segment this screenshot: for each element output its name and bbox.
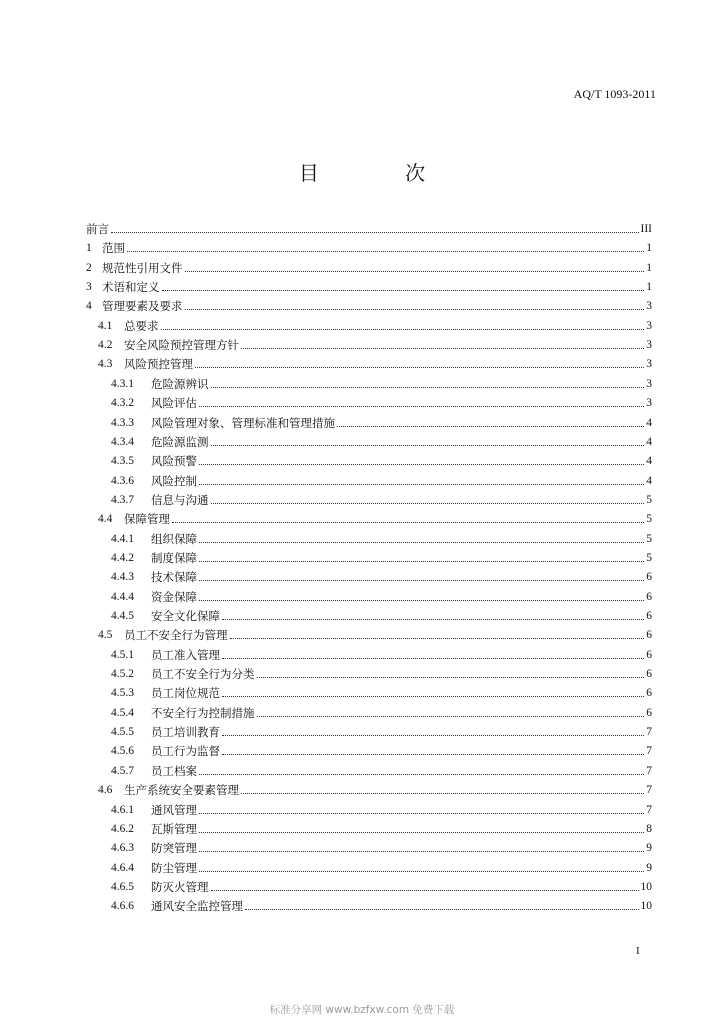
toc-entry[interactable] bbox=[86, 489, 652, 507]
toc-entry-page: 6 bbox=[646, 648, 652, 661]
toc-leader-dots bbox=[185, 308, 645, 310]
toc-entry-page: 3 bbox=[646, 319, 652, 332]
toc-entry-title: 组织保障 bbox=[151, 531, 197, 546]
toc-entry-page: 3 bbox=[646, 339, 652, 352]
page-title: 目 次 bbox=[298, 161, 466, 185]
toc-entry[interactable] bbox=[86, 334, 652, 352]
toc-leader-dots bbox=[222, 734, 644, 736]
toc-entry-page: 4 bbox=[646, 455, 652, 468]
toc-entry[interactable] bbox=[86, 373, 652, 391]
toc-entry-title: 瓦斯管理 bbox=[151, 821, 197, 836]
toc-entry-title: 防突管理 bbox=[151, 841, 197, 856]
toc-leader-dots bbox=[199, 579, 644, 581]
toc-leader-dots bbox=[337, 425, 644, 427]
toc-entry-number: 4.6.5 bbox=[111, 880, 134, 893]
toc-entry[interactable] bbox=[86, 353, 652, 371]
toc-leader-dots bbox=[211, 889, 639, 891]
toc-entry-number: 4.5.7 bbox=[111, 764, 134, 777]
toc-entry-number: 4.5.3 bbox=[111, 687, 134, 700]
toc-entry-page: 9 bbox=[646, 842, 652, 855]
toc-entry-number: 4.6 bbox=[98, 784, 113, 797]
toc-entry-title: 技术保障 bbox=[151, 570, 197, 585]
toc-entry[interactable] bbox=[86, 315, 652, 333]
toc-entry-title: 员工准入管理 bbox=[151, 647, 220, 662]
toc-entry-page: 7 bbox=[646, 784, 652, 797]
toc-entry-number: 4.4 bbox=[98, 513, 113, 526]
toc-entry[interactable] bbox=[86, 257, 652, 275]
toc-leader-dots bbox=[199, 541, 644, 543]
toc-entry-title: 通风管理 bbox=[151, 802, 197, 817]
toc-entry-title: 风险控制 bbox=[151, 473, 197, 488]
toc-entry-title: 防尘管理 bbox=[151, 860, 197, 875]
toc-leader-dots bbox=[211, 502, 645, 504]
toc-entry-page: 5 bbox=[646, 493, 652, 506]
toc-entry-page: 10 bbox=[640, 880, 652, 893]
toc-leader-dots bbox=[257, 715, 645, 717]
toc-entry-page: 9 bbox=[646, 861, 652, 874]
toc-entry-number: 4.5 bbox=[98, 629, 113, 642]
toc-entry[interactable] bbox=[86, 895, 652, 913]
toc-entry-title: 资金保障 bbox=[151, 589, 197, 604]
toc-entry[interactable] bbox=[86, 702, 652, 720]
toc-entry-title: 风险预警 bbox=[151, 454, 197, 469]
toc-leader-dots bbox=[199, 405, 644, 407]
toc-entry[interactable] bbox=[86, 218, 652, 236]
toc-entry-page: 1 bbox=[646, 242, 652, 255]
toc-entry-title: 总要求 bbox=[124, 318, 159, 333]
toc-leader-dots bbox=[199, 773, 644, 775]
toc-entry-page: 7 bbox=[646, 764, 652, 777]
toc-entry[interactable] bbox=[86, 528, 652, 546]
toc-entry-title: 风险预控管理 bbox=[124, 357, 193, 372]
toc-entry-page: 5 bbox=[646, 513, 652, 526]
toc-entry[interactable] bbox=[86, 392, 652, 410]
toc-entry-number: 4.3.7 bbox=[111, 493, 134, 506]
toc-leader-dots bbox=[199, 483, 644, 485]
toc-entry-title: 安全文化保障 bbox=[151, 609, 220, 623]
toc-entry[interactable] bbox=[86, 605, 652, 623]
toc-entry-title: 员工不安全行为分类 bbox=[151, 667, 255, 682]
toc-entry[interactable] bbox=[86, 760, 652, 778]
toc-entry-page: 6 bbox=[646, 571, 652, 584]
toc-entry-title: 风险管理对象、管理标准和管理措施 bbox=[151, 415, 335, 430]
toc-entry-page: 7 bbox=[646, 803, 652, 816]
toc-entry[interactable] bbox=[86, 740, 652, 758]
toc-leader-dots bbox=[222, 695, 644, 697]
toc-entry-page: 4 bbox=[646, 435, 652, 448]
toc-entry[interactable] bbox=[86, 237, 652, 255]
toc-entry-title: 不安全行为控制措施 bbox=[151, 705, 255, 720]
toc-entry[interactable] bbox=[86, 450, 652, 468]
toc-entry-number: 4.5.5 bbox=[111, 726, 134, 739]
toc-entry-page: 8 bbox=[646, 822, 652, 835]
toc-entry-number: 4.5.6 bbox=[111, 745, 134, 758]
toc-entry-page: 3 bbox=[646, 397, 652, 410]
toc-entry-number: 4.3.6 bbox=[111, 474, 134, 487]
toc-entry-number: 4.6.4 bbox=[111, 861, 134, 874]
toc-entry[interactable] bbox=[86, 431, 652, 449]
toc-entry-title: 生产系统安全要素管理 bbox=[124, 783, 239, 798]
toc-entry-page: 6 bbox=[646, 706, 652, 719]
toc-leader-dots bbox=[241, 347, 644, 349]
toc-entry-page: 6 bbox=[646, 687, 652, 700]
toc-entry-page: 6 bbox=[646, 629, 652, 642]
toc-leader-dots bbox=[211, 444, 645, 446]
toc-entry-page: 3 bbox=[646, 358, 652, 371]
toc-entry-title: 管理要素及要求 bbox=[102, 299, 183, 314]
toc-leader-dots bbox=[111, 231, 639, 233]
toc-entry[interactable] bbox=[86, 721, 652, 739]
toc-leader-dots bbox=[222, 657, 644, 659]
toc-leader-dots bbox=[211, 386, 645, 388]
toc-entry-page: 4 bbox=[646, 474, 652, 487]
toc-entry-number: 4.4.2 bbox=[111, 551, 134, 564]
toc-leader-dots bbox=[199, 463, 644, 465]
toc-entry[interactable] bbox=[86, 799, 652, 817]
toc-entry-title: 员工档案 bbox=[151, 763, 197, 778]
toc-entry-page: 3 bbox=[646, 377, 652, 390]
toc-entry[interactable] bbox=[86, 818, 652, 836]
toc-entry-title: 信息与沟通 bbox=[151, 492, 209, 507]
toc-leader-dots bbox=[199, 850, 644, 852]
toc-entry[interactable] bbox=[86, 586, 652, 604]
toc-leader-dots bbox=[161, 328, 645, 330]
toc-entry-page: 7 bbox=[646, 726, 652, 739]
toc-leader-dots bbox=[230, 637, 645, 639]
toc-entry-page: 7 bbox=[646, 745, 652, 758]
toc-entry-number: 4.2 bbox=[98, 339, 113, 352]
toc-entry-number: 4.6.1 bbox=[111, 803, 134, 816]
toc-leader-dots bbox=[162, 289, 645, 291]
toc-entry-title: 保障管理 bbox=[124, 512, 170, 527]
toc-entry-number: 4.3.5 bbox=[111, 455, 134, 468]
toc-entry[interactable] bbox=[86, 624, 652, 642]
toc-entry-number: 4.6.2 bbox=[111, 822, 134, 835]
toc-entry-number: 4.4.1 bbox=[111, 532, 134, 545]
toc-entry-title: 危险源监测 bbox=[151, 434, 209, 449]
toc-entry-number: 4.3.2 bbox=[111, 397, 134, 410]
toc-entry[interactable] bbox=[86, 276, 652, 294]
toc-leader-dots bbox=[241, 792, 644, 794]
toc-entry[interactable] bbox=[86, 857, 652, 875]
toc-entry-title: 风险评估 bbox=[151, 396, 197, 411]
toc-entry-title: 员工岗位规范 bbox=[151, 686, 220, 701]
toc-entry-title: 范围 bbox=[102, 241, 125, 256]
toc-entry-title: 前言 bbox=[86, 222, 109, 236]
toc-leader-dots bbox=[245, 908, 639, 910]
toc-entry-number: 3 bbox=[86, 281, 92, 294]
toc-entry-number: 4.5.2 bbox=[111, 668, 134, 681]
toc-entry[interactable] bbox=[86, 876, 652, 894]
toc-entry-number: 4.1 bbox=[98, 319, 113, 332]
toc-leader-dots bbox=[127, 250, 644, 252]
toc-entry-page: 1 bbox=[646, 281, 652, 294]
toc-entry-number: 4.3.4 bbox=[111, 435, 134, 448]
toc-entry-number: 4.4.4 bbox=[111, 590, 134, 603]
document-code: AQ/T 1093-2011 bbox=[573, 87, 656, 101]
toc-entry[interactable] bbox=[86, 837, 652, 855]
toc-entry-number: 4.4.5 bbox=[111, 610, 134, 622]
toc-entry-number: 4.4.3 bbox=[111, 571, 134, 584]
toc-entry[interactable] bbox=[86, 470, 652, 488]
toc-leader-dots bbox=[199, 599, 644, 601]
toc-entry-title: 员工培训教育 bbox=[151, 725, 220, 740]
toc-entry-title: 规范性引用文件 bbox=[102, 260, 183, 275]
toc-entry-title: 通风安全监控管理 bbox=[151, 899, 243, 914]
toc-entry-title: 危险源辨识 bbox=[151, 376, 209, 391]
toc-entry-title: 员工行为监督 bbox=[151, 744, 220, 759]
toc-entry-page: 3 bbox=[646, 300, 652, 313]
toc-entry-number: 4.5.4 bbox=[111, 706, 134, 719]
toc-leader-dots bbox=[199, 560, 644, 562]
toc-entry[interactable] bbox=[86, 295, 652, 313]
toc-entry-page: 1 bbox=[646, 261, 652, 274]
toc-entry-title: 术语和定义 bbox=[102, 280, 160, 295]
toc-leader-dots bbox=[222, 618, 644, 620]
toc-entry[interactable] bbox=[86, 508, 652, 526]
toc-leader-dots bbox=[185, 270, 645, 272]
toc-leader-dots bbox=[257, 676, 645, 678]
toc-leader-dots bbox=[195, 366, 644, 368]
toc-entry-title: 安全风险预控管理方针 bbox=[124, 338, 239, 353]
toc-entry[interactable] bbox=[86, 547, 652, 565]
toc-leader-dots bbox=[199, 831, 644, 833]
toc-entry-page: III bbox=[640, 223, 652, 235]
toc-entry-number: 4.6.6 bbox=[111, 900, 134, 913]
toc-entry-page: 6 bbox=[646, 610, 652, 622]
toc-entry-page: 5 bbox=[646, 532, 652, 545]
toc-entry[interactable] bbox=[86, 412, 652, 430]
toc-entry-number: 4.3 bbox=[98, 358, 113, 371]
toc-entry-number: 4.3.1 bbox=[111, 377, 134, 390]
toc-leader-dots bbox=[222, 753, 644, 755]
toc-entry[interactable] bbox=[86, 644, 652, 662]
toc-entry-title: 员工不安全行为管理 bbox=[124, 628, 228, 643]
toc-entry[interactable] bbox=[86, 663, 652, 681]
toc-entry-number: 4.5.1 bbox=[111, 648, 134, 661]
toc-entry-number: 4.6.3 bbox=[111, 842, 134, 855]
toc-entry-number: 4.3.3 bbox=[111, 416, 134, 429]
toc-leader-dots bbox=[199, 812, 644, 814]
toc-entry[interactable] bbox=[86, 779, 652, 797]
page-number: I bbox=[636, 945, 640, 957]
toc-entry-number: 1 bbox=[86, 242, 92, 255]
toc-entry-page: 6 bbox=[646, 668, 652, 681]
toc-leader-dots bbox=[199, 870, 644, 872]
toc-entry-number: 2 bbox=[86, 261, 92, 274]
watermark: 标准分享网 www.bzfxw.com 免费下载 bbox=[269, 1004, 455, 1016]
toc-entry[interactable] bbox=[86, 682, 652, 700]
toc-entry[interactable] bbox=[86, 566, 652, 584]
toc-entry-page: 6 bbox=[646, 590, 652, 603]
toc-entry-title: 防灭火管理 bbox=[151, 879, 209, 894]
toc-leader-dots bbox=[172, 521, 644, 523]
toc-entry-page: 10 bbox=[640, 900, 652, 913]
toc-entry-title: 制度保障 bbox=[151, 550, 197, 565]
toc-entry-number: 4 bbox=[86, 300, 92, 313]
toc-entry-page: 5 bbox=[646, 551, 652, 564]
toc-entry-page: 4 bbox=[646, 416, 652, 429]
